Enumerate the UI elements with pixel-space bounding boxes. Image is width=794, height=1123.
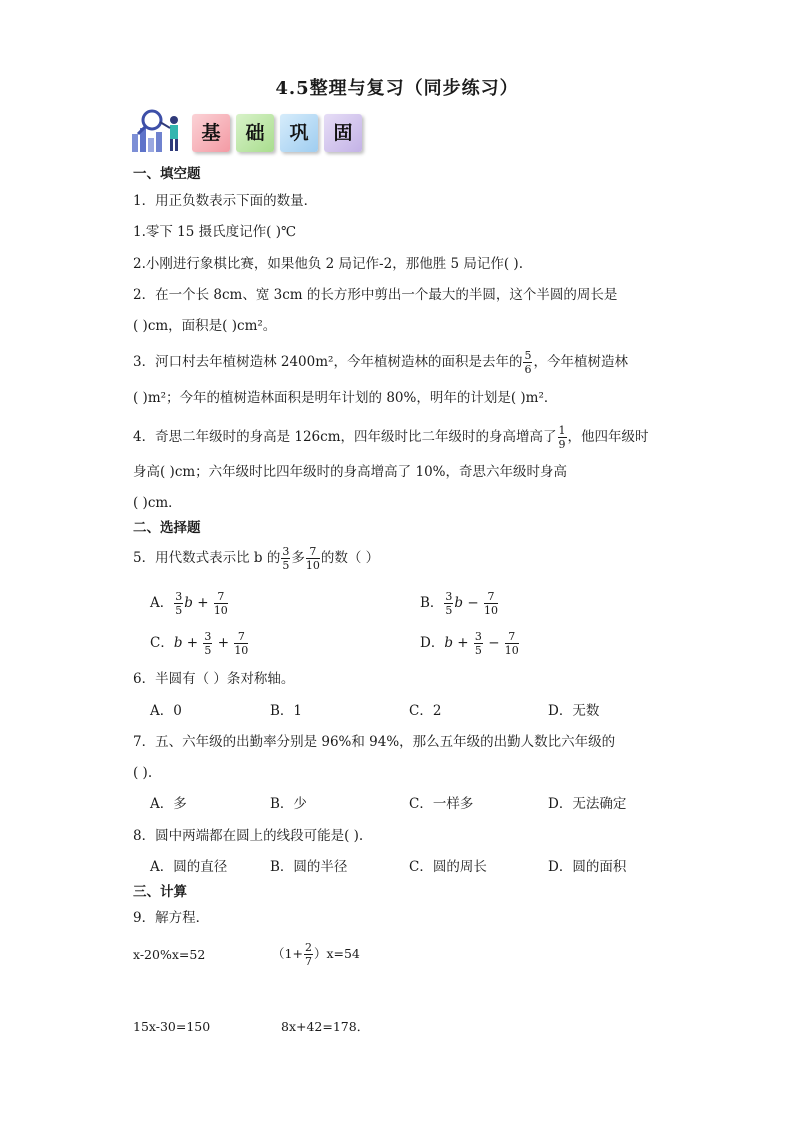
q3-line1-text-a: 3．河口村去年植树造林 2400m²，今年植树造林的面积是去年的 [133,354,523,370]
option-frac2 [234,631,248,656]
section-heading-fill: 一、填空题 [133,166,201,182]
eq2-right: ）x=54 [313,946,360,961]
banner-char-1: 基 [192,114,230,152]
q3-frac-num: 5 [524,349,532,362]
frac-den: 5 [175,604,183,617]
q3-fraction [523,350,532,375]
eq2-fraction [304,942,313,967]
frac-den: 10 [234,644,249,657]
option-frac2 [505,631,519,656]
option-operator: + [217,635,230,651]
q7-line1: 7．五、六年级的出勤率分别是 96%和 94%，那么五年级的出勤人数比六年级的 [133,734,616,750]
q6-option-d[interactable]: D．无数 [548,703,600,719]
equation-2 [272,936,360,972]
equation-4: 8x+42=178． [281,1019,370,1034]
q5-stem-frac1 [281,546,290,571]
q4-line2: 身高( )cm；六年级时比四年级时的身高增高了 10%，奇思六年级时身高 [133,464,567,480]
q4-fraction [558,425,567,450]
q5-option-c[interactable] [150,626,249,660]
q7-option-d[interactable]: D．无法确定 [548,796,627,812]
frac-num: 3 [204,630,212,643]
q8-option-c[interactable]: C．圆的周长 [409,859,487,875]
option-frac1 [474,631,483,656]
frac-num: 2 [304,941,312,954]
q3-line1 [133,345,628,379]
option-label: A． [150,595,174,611]
frac-num: 7 [484,591,498,604]
q2-line2: ( )cm，面积是( )cm²。 [133,318,277,334]
q8-option-b[interactable]: B．圆的半径 [270,859,348,875]
option-operator: + [197,595,209,611]
frac-den: 10 [213,604,228,617]
q5-stem [133,541,379,575]
q5-stem-f1-den: 5 [282,559,290,572]
option-frac2 [214,591,228,616]
option-operator: + [457,635,469,651]
q5-stem-b: 多 [291,550,305,566]
option-label: C． [150,635,174,651]
frac-num: 3 [474,630,482,643]
q5-option-d[interactable] [420,626,520,660]
q6-option-a[interactable]: A．0 [150,703,182,719]
option-variable: b [444,635,453,651]
q1-part-a: 1.零下 15 摄氏度记作( )℃ [133,224,297,240]
q4-frac-den: 9 [558,438,566,451]
option-operator: − [488,635,500,651]
frac-num: 3 [445,590,453,603]
q5-option-b[interactable] [420,586,499,620]
frac-den: 7 [304,955,312,968]
frac-den: 5 [204,644,212,657]
q5-stem-a: 5．用代数式表示比 b 的 [133,550,281,566]
frac-den: 5 [445,604,453,617]
q6-option-b[interactable]: B．1 [270,703,303,719]
banner-char-3: 巩 [280,114,318,152]
banner-char-2: 础 [236,114,274,152]
q4-line3: ( )cm． [133,495,182,511]
q1-stem: 1．用正负数表示下面的数量． [133,193,318,209]
q5-stem-f1-num: 3 [282,545,290,558]
q4-line1-text-b: ，他四年级时 [567,429,649,445]
option-operator: + [186,635,199,651]
section-heading-choice: 二、选择题 [133,520,201,536]
option-frac1 [174,591,183,616]
option-variable: b [454,595,464,611]
option-label: B． [420,595,444,611]
q1-part-b: 2.小刚进行象棋比赛，如果他负 2 局记作-2，那他胜 5 局记作( ). [133,256,523,272]
equation-1: x-20%x=52 [133,947,206,962]
q3-frac-den: 6 [524,363,532,376]
q7-option-a[interactable]: A．多 [150,796,187,812]
q7-line2: ( ). [133,765,153,781]
frac-den: 5 [474,644,482,657]
q3-line2: ( )m²；今年的植树造林面积是明年计划的 80%，明年的计划是( )m²． [133,390,558,406]
option-variable: b [184,595,193,611]
option-operator: − [467,595,479,611]
option-frac1 [444,591,453,616]
q9-stem: 9．解方程． [133,910,210,926]
q4-frac-num: 1 [558,424,566,437]
frac-num: 7 [214,591,228,604]
q7-option-c[interactable]: C．一样多 [409,796,474,812]
q7-option-b[interactable]: B．少 [270,796,307,812]
section-banner [130,108,370,156]
q4-line1-text-a: 4．奇思二年级时的身高是 126cm，四年级时比二年级时的身高增高了 [133,429,557,445]
q2-line1: 2．在一个长 8cm、宽 3cm 的长方形中剪出一个最大的半圆，这个半圆的周长是 [133,287,618,303]
q5-stem-f2-num: 7 [306,546,320,559]
page-title: 4.5整理与复习（同步练习） [275,78,519,99]
frac-num: 3 [175,590,183,603]
q8-stem: 8．圆中两端都在圆上的线段可能是( ). [133,828,364,844]
eq2-left: （1+ [272,946,303,961]
option-frac1 [203,631,212,656]
banner-char-4: 固 [324,114,362,152]
q6-option-c[interactable]: C．2 [409,703,442,719]
q8-option-d[interactable]: D．圆的面积 [548,859,627,875]
option-frac2 [484,591,498,616]
q5-stem-frac2 [306,546,320,571]
q5-option-a[interactable] [150,586,229,620]
magnifier-person-icon [130,108,190,156]
q5-stem-c: 的数（ ） [320,550,380,566]
q5-stem-f2-den: 10 [305,559,320,572]
equation-3: 15x-30=150 [133,1019,211,1034]
option-label: D． [420,635,445,651]
section-heading-calc: 三、计算 [133,884,187,900]
frac-den: 10 [483,604,498,617]
q6-stem: 6．半圆有（ ）条对称轴。 [133,671,295,687]
frac-num: 7 [505,631,519,644]
q8-option-a[interactable]: A．圆的直径 [150,859,228,875]
frac-den: 10 [504,644,519,657]
option-variable: b [173,635,183,651]
frac-num: 7 [234,631,248,644]
q4-line1 [133,420,649,454]
q3-line1-text-b: ，今年植树造林 [533,354,628,370]
